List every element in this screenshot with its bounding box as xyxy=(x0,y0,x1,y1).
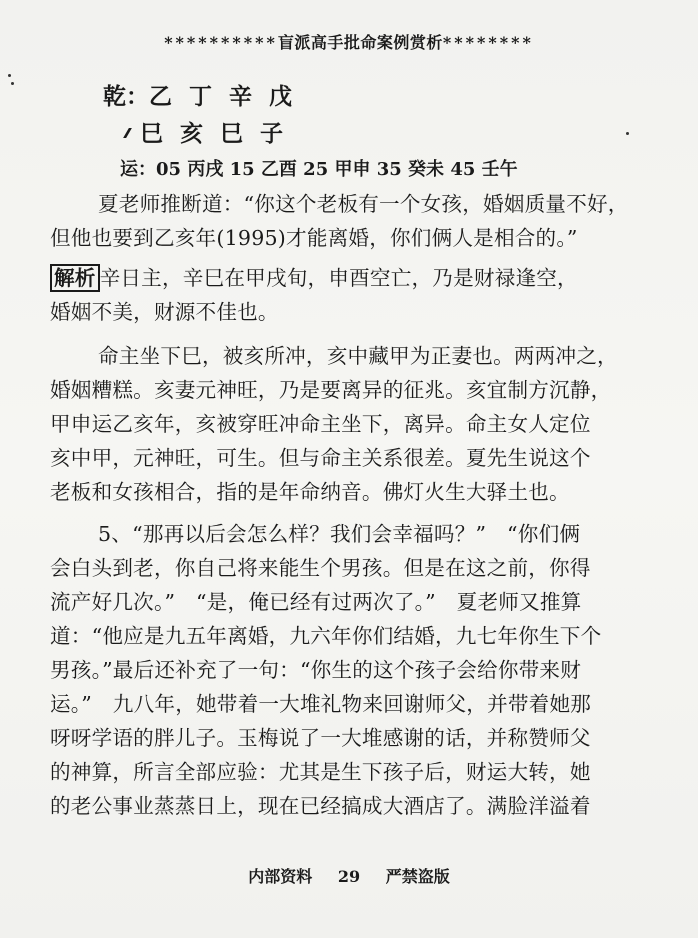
speck-mark xyxy=(8,74,11,77)
header-stars-left: ********** xyxy=(164,33,278,52)
branch-year: 巳 xyxy=(140,120,163,147)
speck-mark xyxy=(11,82,14,85)
text-line: 老板和女孩相合，指的是年命纳音。佛灯火生大驿土也。 xyxy=(50,480,570,504)
stem-month: 丁 xyxy=(189,83,212,110)
stem-year: 乙 xyxy=(149,83,172,110)
text-line: 但他也要到乙亥年(1995)才能离婚，你们俩人是相合的。” xyxy=(50,226,578,250)
text-line: 会白头到老，你自己将来能生个男孩。但是在这之前，你得 xyxy=(50,556,591,580)
text-line: 的神算，所言全部应验：尤其是生下孩子后，财运大转，她 xyxy=(50,760,591,784)
speck-mark xyxy=(626,132,629,135)
page-header xyxy=(0,30,698,53)
text-line: 甲申运乙亥年，亥被穿旺冲命主坐下，离异。命主女人定位 xyxy=(50,412,591,436)
branch-hour: 子 xyxy=(260,120,283,147)
bazi-branches-row xyxy=(140,115,300,148)
text-line xyxy=(50,261,650,295)
paragraph-1 xyxy=(50,187,650,255)
text-line: 男孩。”最后还补充了一句：“你生的这个孩子会给你带来财 xyxy=(50,658,581,682)
branch-day: 巳 xyxy=(220,120,243,147)
text-line: 呀呀学语的胖儿子。玉梅说了一大堆感谢的话，并称赞师父 xyxy=(50,726,591,750)
text-line: 婚姻糟糕。亥妻元神旺，乃是要离异的征兆。亥宜制方沉静， xyxy=(50,378,612,402)
text-line: 流产好几次。” “是，俺已经有过两次了。” 夏老师又推算 xyxy=(50,590,582,614)
footer-left-text: 内部资料 xyxy=(248,867,313,886)
paragraph-3 xyxy=(50,339,650,509)
text-line: 亥中甲，元神旺，可生。但与命主关系很差。夏先生说这个 xyxy=(50,446,591,470)
text-line: 运。” 九八年，她带着一大堆礼物来回谢师父，并带着她那 xyxy=(50,692,592,716)
header-title: 盲派高手批命案例赏析 xyxy=(277,33,443,52)
analysis-text: 辛日主，辛巳在甲戌旬，申酉空亡，乃是财禄逢空， xyxy=(99,266,578,290)
header-stars-right: ******** xyxy=(442,33,534,52)
bazi-label: 乾： xyxy=(103,83,149,110)
text-line: 的老公事业蒸蒸日上，现在已经搞成大酒店了。满脸洋溢着 xyxy=(50,794,591,818)
stem-day: 辛 xyxy=(229,83,252,110)
page-number: 29 xyxy=(337,867,361,886)
dayun-line: 运：05 丙戌 15 乙酉 25 甲申 35 癸未 45 壬午 xyxy=(120,159,518,180)
page-footer xyxy=(0,864,698,887)
analysis-label: 解析 xyxy=(50,264,100,292)
text-line: 夏老师推断道：“你这个老板有一个女孩，婚姻质量不好， xyxy=(98,192,629,216)
text-line: 婚姻不美，财源不佳也。 xyxy=(50,300,279,324)
paragraph-analysis xyxy=(50,261,650,329)
bazi-stems-row xyxy=(103,78,309,111)
footer-right-text: 严禁盗版 xyxy=(385,867,450,886)
branch-month: 亥 xyxy=(180,120,203,147)
text-line: 命主坐下巳，被亥所冲，亥中藏甲为正妻也。两两冲之， xyxy=(98,344,618,368)
text-line: 道：“他应是九五年离婚，九六年你们结婚，九七年你生下个 xyxy=(50,624,602,648)
stem-hour: 戊 xyxy=(269,83,292,110)
paragraph-4 xyxy=(50,517,650,823)
text-line: 5、“那再以后会怎么样？我们会幸福吗？” “你们俩 xyxy=(98,522,581,546)
